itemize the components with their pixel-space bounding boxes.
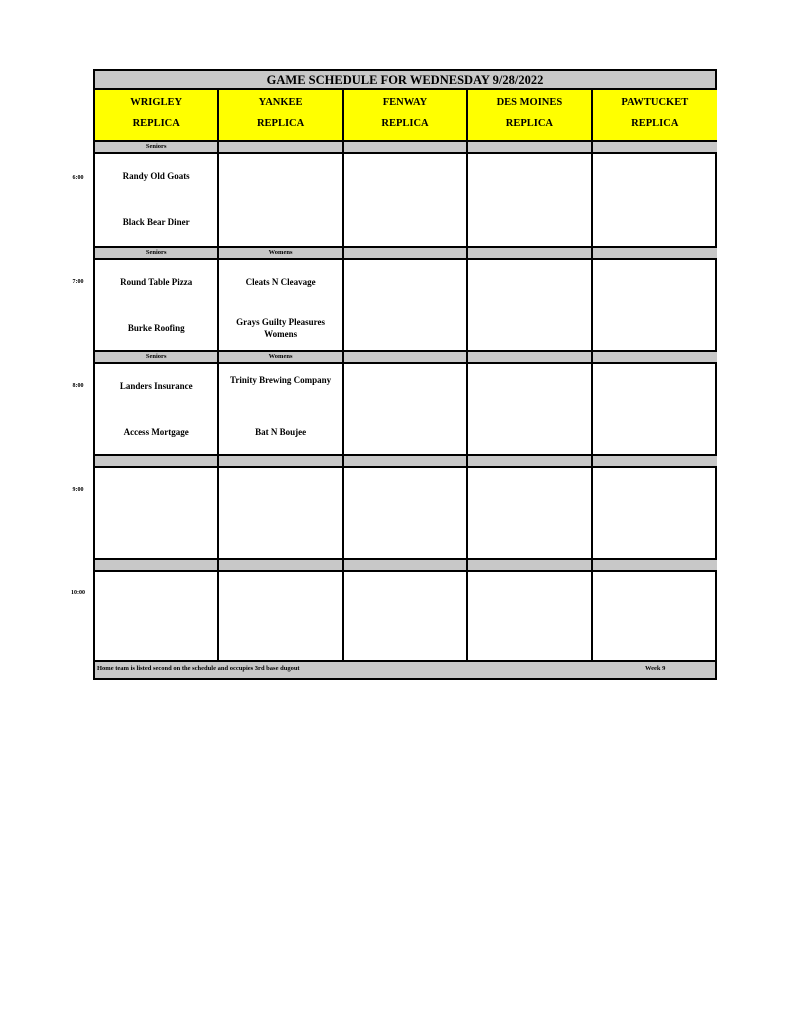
division-band — [468, 454, 590, 468]
away-team: Randy Old Goats — [122, 171, 190, 181]
division-band: Seniors — [95, 246, 217, 260]
away-team: Cleats N Cleavage — [245, 277, 316, 287]
division-band — [95, 558, 217, 572]
home-team: Black Bear Diner — [122, 217, 190, 227]
division-band — [95, 454, 217, 468]
field-subtitle: REPLICA — [256, 118, 305, 129]
division-band — [344, 558, 466, 572]
division-band — [593, 454, 717, 468]
week-label: Week 9 — [645, 665, 666, 672]
away-team: Landers Insurance — [119, 381, 193, 391]
division-band — [593, 558, 717, 572]
home-team: Burke Roofing — [127, 323, 185, 333]
time-label-10: 10:00 — [71, 590, 85, 596]
home-team: Bat N Boujee — [255, 427, 307, 437]
field-header — [593, 90, 717, 142]
field-subtitle: REPLICA — [631, 118, 679, 129]
division-band — [468, 558, 590, 572]
time-label-8: 8:00 — [72, 383, 84, 389]
field-column — [219, 90, 343, 660]
schedule-title: GAME SCHEDULE FOR WEDNESDAY 9/28/2022 — [95, 71, 715, 90]
time-label-7: 7:00 — [72, 279, 84, 285]
away-team: Trinity Brewing Company — [229, 375, 332, 385]
division-band — [344, 140, 466, 154]
field-header — [95, 90, 217, 142]
division-band — [593, 246, 717, 260]
field-name: YANKEE — [258, 97, 303, 108]
field-subtitle: REPLICA — [132, 118, 180, 129]
field-name: WRIGLEY — [130, 97, 183, 108]
field-name: DES MOINES — [496, 97, 563, 108]
division-band — [219, 558, 341, 572]
field-name: PAWTUCKET — [621, 97, 689, 108]
time-label-9: 9:00 — [72, 487, 84, 493]
division-band — [468, 140, 590, 154]
division-band: Womens — [219, 350, 341, 364]
division-band — [344, 454, 466, 468]
division-band: Womens — [219, 246, 341, 260]
division-band — [219, 454, 341, 468]
field-subtitle: REPLICA — [381, 118, 429, 129]
field-subtitle: REPLICA — [505, 118, 554, 129]
division-band: Seniors — [95, 140, 217, 154]
time-label-6: 6:00 — [72, 175, 84, 181]
home-team: Grays Guilty Pleasures Womens — [236, 317, 325, 339]
field-name: FENWAY — [382, 97, 428, 108]
field-column — [468, 90, 592, 660]
division-band — [593, 140, 717, 154]
away-team: Round Table Pizza — [120, 277, 193, 287]
division-band — [344, 246, 466, 260]
field-column — [95, 90, 219, 660]
field-column — [593, 90, 717, 660]
division-band: Seniors — [95, 350, 217, 364]
division-band — [593, 350, 717, 364]
division-band — [219, 140, 341, 154]
division-band — [468, 350, 590, 364]
home-team: Access Mortgage — [123, 427, 189, 437]
schedule-table — [93, 69, 717, 680]
division-band — [468, 246, 590, 260]
field-header — [344, 90, 466, 142]
division-band — [344, 350, 466, 364]
field-header — [219, 90, 341, 142]
footer-note: Home team is listed second on the schedule and occupies 3rd base dugout — [97, 665, 300, 672]
field-column — [344, 90, 468, 660]
field-header — [468, 90, 590, 142]
schedule-footer — [95, 660, 715, 678]
